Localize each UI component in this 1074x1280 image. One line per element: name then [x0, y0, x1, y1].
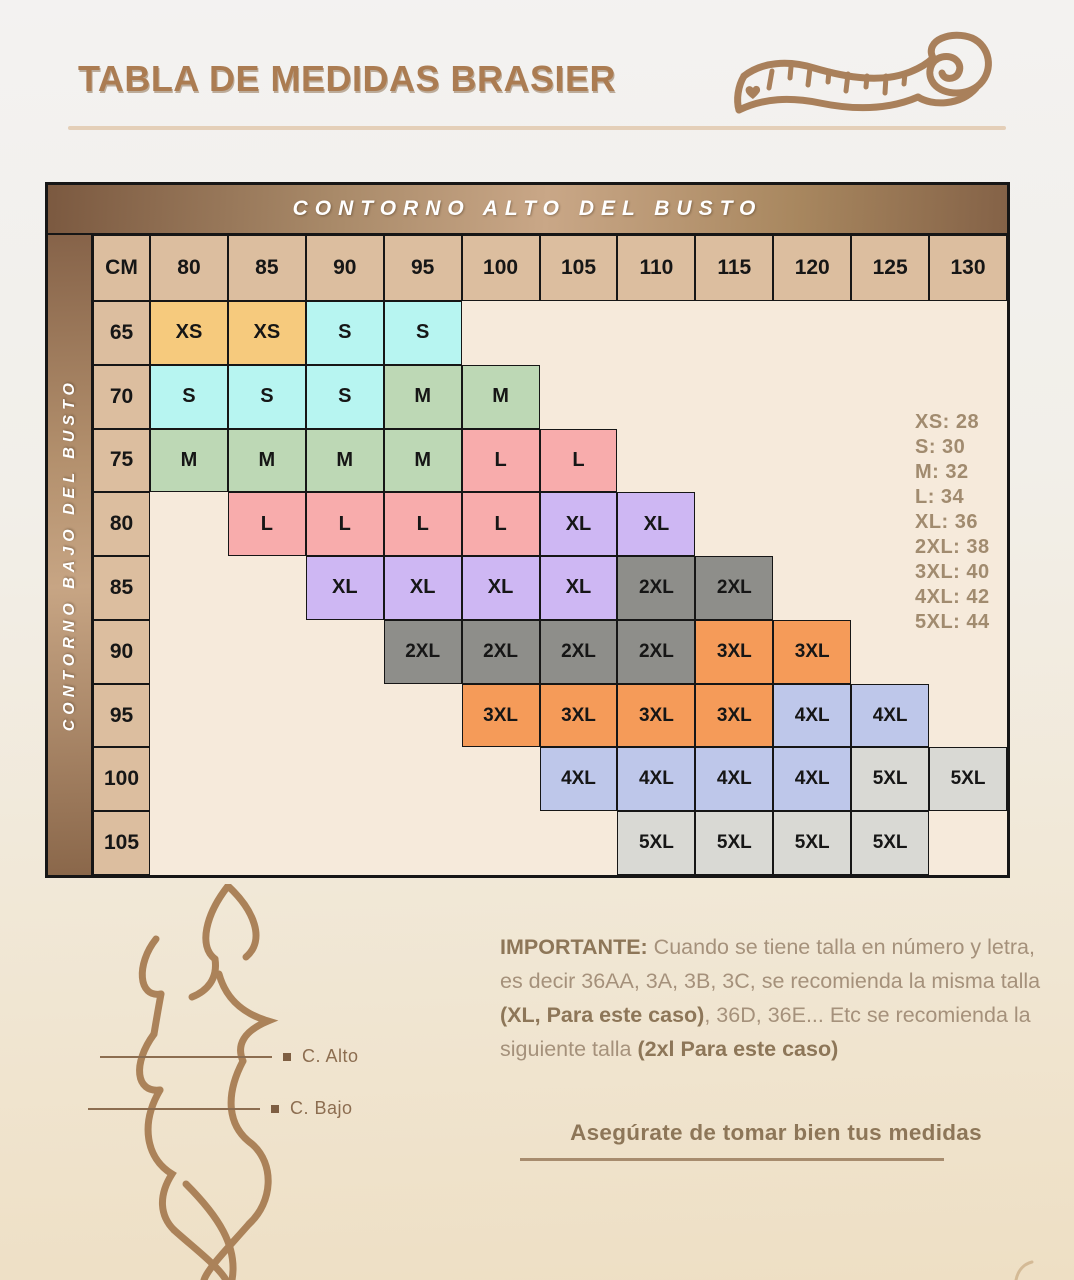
empty-cell [306, 620, 384, 684]
note-bold-2: (2xl Para este caso) [637, 1037, 839, 1061]
empty-cell [695, 429, 773, 493]
top-axis-header: CONTORNO ALTO DEL BUSTO [48, 185, 1007, 235]
size-cell: M [384, 429, 462, 493]
size-cell: XL [462, 556, 540, 620]
empty-cell [150, 492, 228, 556]
size-cell: 3XL [773, 620, 851, 684]
legend-item: 3XL: 40 [915, 561, 990, 583]
size-cell: XL [617, 492, 695, 556]
empty-cell [228, 684, 306, 748]
high-bust-marker [283, 1053, 291, 1061]
note-bold-prefix: IMPORTANTE: [500, 935, 648, 959]
empty-cell [929, 811, 1007, 875]
header-cell: 100 [462, 235, 540, 301]
size-cell: S [228, 365, 306, 429]
size-cell: L [228, 492, 306, 556]
size-grid [93, 235, 1007, 875]
size-cell: XL [306, 556, 384, 620]
high-bust-line [100, 1056, 272, 1058]
empty-cell [462, 747, 540, 811]
corner-squiggle [998, 1258, 1038, 1280]
empty-cell [540, 365, 618, 429]
header-cell: 80 [150, 235, 228, 301]
size-cell: XL [540, 492, 618, 556]
empty-cell [228, 556, 306, 620]
empty-cell [150, 684, 228, 748]
footer-message: Asegúrate de tomar bien tus medidas [570, 1120, 982, 1145]
empty-cell [695, 365, 773, 429]
size-cell: 4XL [695, 747, 773, 811]
size-cell: M [228, 429, 306, 493]
size-cell: 4XL [773, 684, 851, 748]
size-cell: 2XL [384, 620, 462, 684]
empty-cell [306, 747, 384, 811]
header-cell: CM [93, 235, 150, 301]
size-cell: 5XL [929, 747, 1007, 811]
header-cell: 125 [851, 235, 929, 301]
size-cell: L [306, 492, 384, 556]
page-title: TABLA DE MEDIDAS BRASIER [78, 58, 617, 99]
legend-item: 4XL: 42 [915, 586, 990, 608]
size-cell: XS [228, 301, 306, 365]
legend-item: XL: 36 [915, 511, 979, 533]
empty-cell [462, 301, 540, 365]
size-cell: 2XL [617, 620, 695, 684]
legend-item: 2XL: 38 [915, 536, 990, 558]
empty-cell [773, 429, 851, 493]
empty-cell [150, 811, 228, 875]
size-cell: 5XL [695, 811, 773, 875]
empty-cell [851, 301, 929, 365]
legend-item: 5XL: 44 [915, 611, 990, 633]
size-cell: L [384, 492, 462, 556]
note-text-1: Cuando se tiene talla en número y letra, es decir 36AA, 3A, 3B, 3C, se recomienda la misma talla [500, 935, 1041, 993]
size-cell: M [384, 365, 462, 429]
size-cell: 5XL [773, 811, 851, 875]
size-cell: XL [540, 556, 618, 620]
size-cell: 5XL [851, 747, 929, 811]
legend-item: L: 34 [915, 486, 965, 508]
empty-cell [540, 811, 618, 875]
header-cell: 80 [93, 492, 150, 556]
header-cell: 105 [93, 811, 150, 875]
size-legend [915, 410, 990, 635]
header-cell: 85 [93, 556, 150, 620]
high-bust-measure [100, 1046, 359, 1067]
size-cell: M [306, 429, 384, 493]
header-cell: 100 [93, 747, 150, 811]
header-cell: 130 [929, 235, 1007, 301]
tape-measure-icon [728, 26, 996, 128]
header-cell: 85 [228, 235, 306, 301]
legend-item: S: 30 [915, 436, 966, 458]
size-cell: XL [384, 556, 462, 620]
low-bust-marker [271, 1105, 279, 1113]
size-cell: M [150, 429, 228, 493]
size-cell: M [462, 365, 540, 429]
header-cell: 120 [773, 235, 851, 301]
empty-cell [228, 747, 306, 811]
woman-silhouette [68, 884, 353, 1280]
empty-cell [150, 747, 228, 811]
empty-cell [384, 684, 462, 748]
size-cell: 4XL [773, 747, 851, 811]
empty-cell [384, 811, 462, 875]
empty-cell [773, 492, 851, 556]
empty-cell [228, 620, 306, 684]
size-cell: S [306, 365, 384, 429]
size-cell: 4XL [540, 747, 618, 811]
size-cell: 3XL [540, 684, 618, 748]
size-cell: S [384, 301, 462, 365]
size-cell: 5XL [851, 811, 929, 875]
legend-item: XS: 28 [915, 411, 980, 433]
size-cell: 3XL [617, 684, 695, 748]
size-cell: 2XL [695, 556, 773, 620]
empty-cell [695, 301, 773, 365]
size-cell: 2XL [462, 620, 540, 684]
note-bold-1: (XL, Para este caso) [500, 1003, 705, 1027]
size-cell: 3XL [695, 684, 773, 748]
header-cell: 105 [540, 235, 618, 301]
size-cell: L [540, 429, 618, 493]
header-cell: 65 [93, 301, 150, 365]
note-text-2: , 36D, 36E... Etc se recomienda la siguiente talla [500, 1003, 1031, 1061]
size-chart-table [45, 182, 1010, 878]
empty-cell [228, 811, 306, 875]
low-bust-measure [88, 1098, 353, 1119]
header-cell: 90 [306, 235, 384, 301]
left-axis-label: CONTORNO BAJO DEL BUSTO [60, 378, 78, 732]
empty-cell [150, 556, 228, 620]
header-cell: 75 [93, 429, 150, 493]
low-bust-line [88, 1108, 260, 1110]
legend-item: M: 32 [915, 461, 969, 483]
empty-cell [773, 365, 851, 429]
empty-cell [306, 684, 384, 748]
important-note [500, 930, 1052, 1066]
size-cell: XS [150, 301, 228, 365]
empty-cell [384, 747, 462, 811]
size-cell: L [462, 492, 540, 556]
low-bust-label: C. Bajo [290, 1098, 353, 1118]
header-cell: 95 [93, 684, 150, 748]
empty-cell [695, 492, 773, 556]
left-axis-header [48, 235, 93, 875]
empty-cell [617, 301, 695, 365]
header-cell: 115 [695, 235, 773, 301]
header-cell: 110 [617, 235, 695, 301]
header-cell: 70 [93, 365, 150, 429]
size-cell: 2XL [540, 620, 618, 684]
empty-cell [773, 556, 851, 620]
size-cell: 4XL [617, 747, 695, 811]
size-cell: S [150, 365, 228, 429]
size-cell: 4XL [851, 684, 929, 748]
empty-cell [617, 429, 695, 493]
size-cell: 2XL [617, 556, 695, 620]
size-cell: 3XL [462, 684, 540, 748]
size-cell: 3XL [695, 620, 773, 684]
header-cell: 95 [384, 235, 462, 301]
footer-underline [520, 1158, 944, 1161]
high-bust-label: C. Alto [302, 1046, 359, 1066]
size-cell: 5XL [617, 811, 695, 875]
header-cell: 90 [93, 620, 150, 684]
empty-cell [773, 301, 851, 365]
empty-cell [540, 301, 618, 365]
empty-cell [617, 365, 695, 429]
empty-cell [929, 301, 1007, 365]
empty-cell [306, 811, 384, 875]
header-divider [68, 126, 1006, 130]
size-cell: L [462, 429, 540, 493]
size-cell: S [306, 301, 384, 365]
empty-cell [929, 684, 1007, 748]
empty-cell [150, 620, 228, 684]
empty-cell [462, 811, 540, 875]
